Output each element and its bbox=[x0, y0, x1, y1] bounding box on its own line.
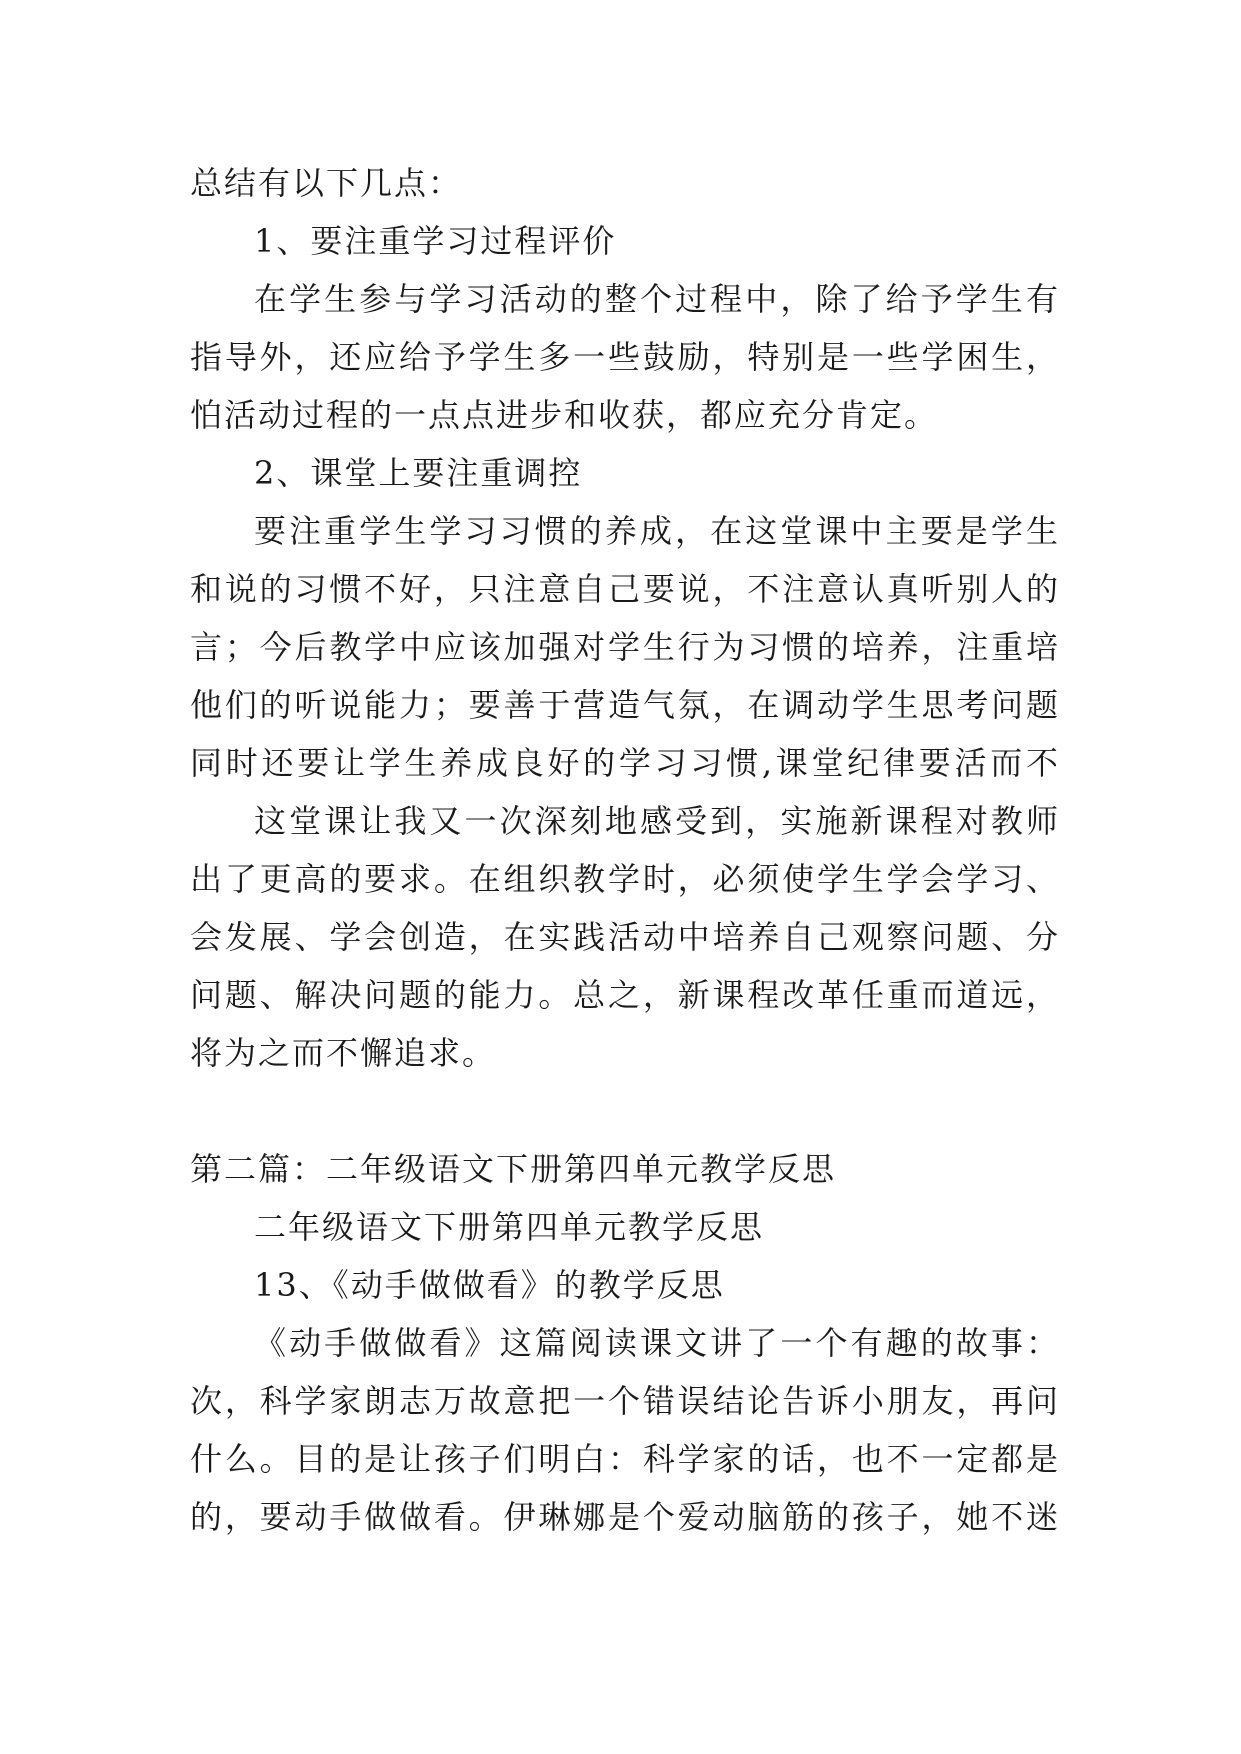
paragraph-line: 的，要动手做做看。伊琳娜是个爱动脑筋的孩子，她不迷 bbox=[190, 1498, 1060, 1536]
paragraph-line: 问题、解决问题的能力。总之，新课程改革任重而道远， bbox=[190, 976, 1060, 1014]
paragraph-line: 《动手做做看》这篇阅读课文讲了一个有趣的故事： bbox=[254, 1324, 1060, 1362]
paragraph-line: 要注重学生学习习惯的养成，在这堂课中主要是学生 bbox=[254, 512, 1060, 550]
paragraph-line: 出了更高的要求。在组织教学时，必须使学生学会学习、 bbox=[190, 860, 1060, 898]
paragraph-line: 这堂课让我又一次深刻地感受到，实施新课程对教师 bbox=[254, 802, 1060, 840]
summary-intro-line: 总结有以下几点： bbox=[190, 164, 463, 202]
paragraph-line: 指导外，还应给予学生多一些鼓励，特别是一些学困生， bbox=[190, 338, 1060, 376]
paragraph-line: 他们的听说能力；要善于营造气氛，在调动学生思考问题 bbox=[190, 686, 1060, 724]
paragraph-line: 将为之而不懈追求。 bbox=[190, 1034, 497, 1072]
section-title: 第二篇：二年级语文下册第四单元教学反思 bbox=[190, 1150, 837, 1188]
paragraph-line: 怕活动过程的一点点进步和收获，都应充分肯定。 bbox=[190, 396, 939, 434]
point-1-heading: 1、要注重学习过程评价 bbox=[254, 222, 617, 260]
paragraph-line: 同时还要让学生养成良好的学习习惯,课堂纪律要活而不 bbox=[190, 744, 1060, 782]
paragraph-line: 次，科学家朗志万故意把一个错误结论告诉小朋友，再问 bbox=[190, 1382, 1060, 1420]
paragraph-line: 什么。目的是让孩子们明白：科学家的话，也不一定都是 bbox=[190, 1440, 1060, 1478]
lesson-heading: 13、《动手做做看》的教学反思 bbox=[254, 1266, 725, 1304]
section-subtitle: 二年级语文下册第四单元教学反思 bbox=[254, 1208, 765, 1246]
paragraph-line: 会发展、学会创造，在实践活动中培养自己观察问题、分 bbox=[190, 918, 1060, 956]
paragraph-line: 和说的习惯不好，只注意自己要说，不注意认真听别人的 bbox=[190, 570, 1060, 608]
point-2-heading: 2、课堂上要注重调控 bbox=[254, 454, 583, 492]
paragraph-line: 言；今后教学中应该加强对学生行为习惯的培养，注重培 bbox=[190, 628, 1060, 666]
paragraph-line: 在学生参与学习活动的整个过程中，除了给予学生有 bbox=[254, 280, 1060, 318]
